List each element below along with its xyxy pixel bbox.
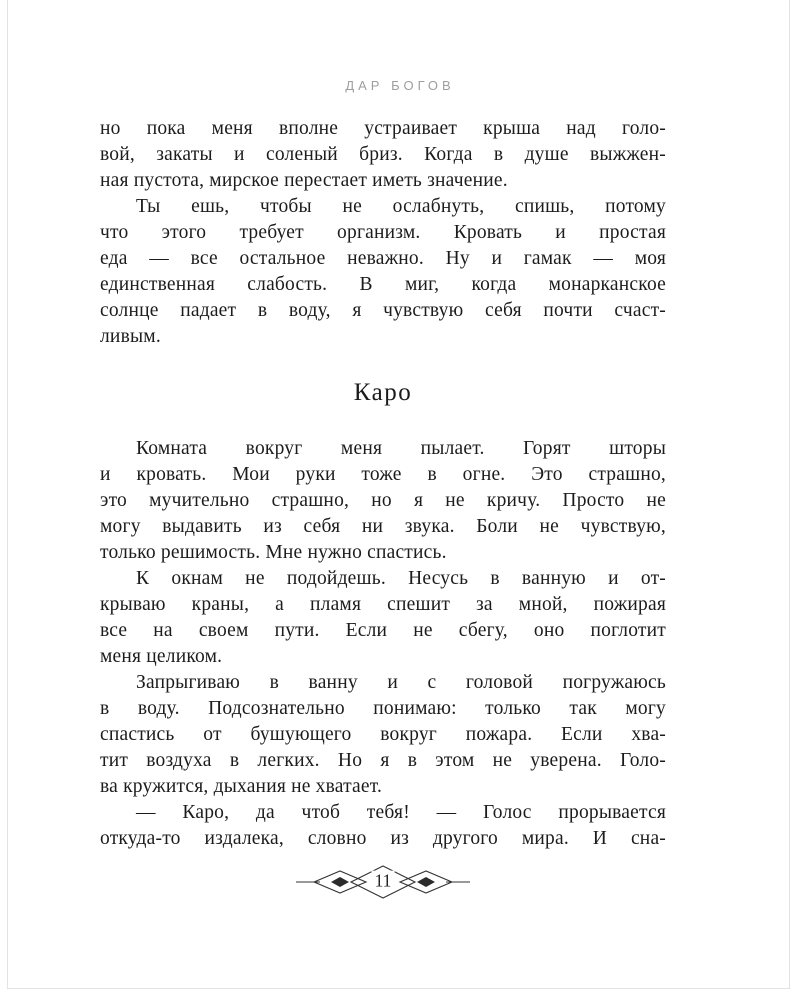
page-number: 11: [372, 871, 395, 892]
text-line: все на своем пути. Если не сбегу, оно поглотит: [100, 620, 666, 641]
text-line: Запрыгиваю в ванну и с головой погружаюсь: [136, 672, 666, 693]
text-line: Ты ешь, чтобы не ослабнуть, спишь, потому: [136, 196, 666, 217]
text-line: только решимость. Мне нужно спастись.: [100, 542, 447, 563]
paragraph: [100, 670, 666, 800]
text-line: что этого требует организм. Кровать и простая: [100, 222, 666, 243]
text-block: [100, 116, 666, 852]
chapter-title: Каро: [353, 379, 413, 406]
text-line: Комната вокруг меня пылает. Горят шторы: [136, 438, 666, 459]
body-paragraphs-bottom: [100, 436, 666, 852]
text-line: меня целиком.: [100, 646, 223, 667]
text-line: вой, закаты и соленый бриз. Когда в душе выжжен-: [100, 144, 666, 165]
text-line: это мучительно страшно, но я не кричу. Просто не: [100, 490, 666, 511]
running-header: ДАР БОГОВ: [345, 78, 455, 93]
text-line: еда — все остальное неважно. Ну и гамак — моя: [100, 248, 666, 269]
paragraph: [100, 436, 666, 566]
text-line: крываю краны, а пламя спешит за мной, пожирая: [100, 594, 666, 615]
text-line: ливым.: [100, 326, 161, 347]
footer-ornament: [294, 860, 472, 904]
text-line: и кровать. Мои руки тоже в огне. Это страшно,: [100, 464, 666, 485]
paragraph: [100, 116, 666, 194]
text-line: спастись от бушующего вокруг пожара. Если хва-: [100, 724, 666, 745]
body-paragraphs-top: [100, 116, 666, 350]
text-line: могу выдавить из себя ни звука. Боли не чувствую,: [100, 516, 666, 537]
text-line: ная пустота, мирское перестает иметь значение.: [100, 170, 508, 191]
paragraph: [100, 800, 666, 852]
text-line: откуда-то издалека, словно из другого мира. И сна-: [100, 828, 666, 849]
paragraph: [100, 194, 666, 350]
text-line: солнце падает в воду, я чувствую себя почти счаст-: [100, 300, 666, 321]
text-line: тит воздуха в легких. Но я в этом не уверена. Голо-: [100, 750, 666, 771]
paragraph: [100, 566, 666, 670]
page-footer: [100, 860, 666, 904]
text-line: в воду. Подсознательно понимаю: только так могу: [100, 698, 666, 719]
text-line: но пока меня вполне устраивает крыша над голо-: [100, 118, 666, 139]
text-line: К окнам не подойдешь. Несусь в ванную и от-: [136, 568, 666, 589]
text-line: ва кружится, дыхания не хватает.: [100, 776, 383, 797]
text-line: — Каро, да чтоб тебя! — Голос прорывается: [136, 802, 666, 823]
text-line: единственная слабость. В миг, когда монарканское: [100, 274, 666, 295]
